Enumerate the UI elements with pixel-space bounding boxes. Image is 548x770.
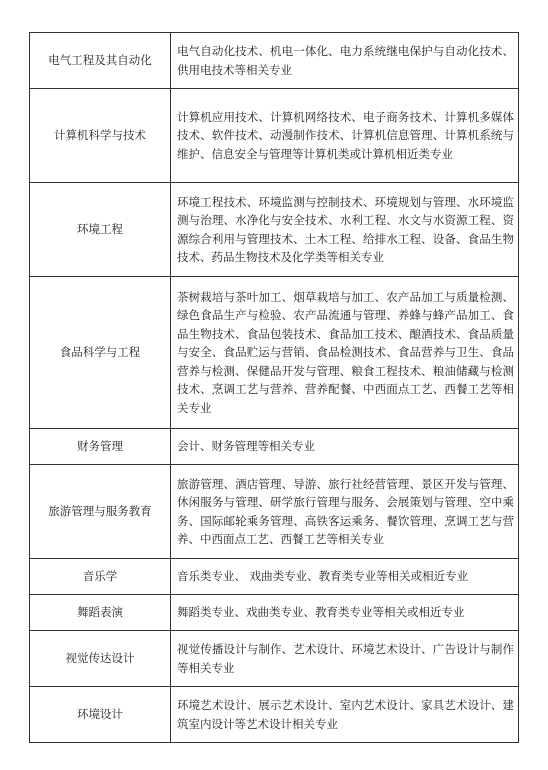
major-name-cell: 旅游管理与服务教育 xyxy=(30,465,171,559)
table-row xyxy=(30,277,519,429)
related-majors-cell: 计算机应用技术、计算机网络技术、电子商务技术、计算机多媒体技术、软件技术、动漫制作技术、计算机信息管理、计算机系统与维护、信息安全与管理等计算机类或计算机相近类专业 xyxy=(171,89,519,183)
related-majors-cell: 视觉传播设计与制作、艺术设计、环境艺术设计、广告设计与制作等相关专业 xyxy=(171,631,519,687)
table-row xyxy=(30,33,519,89)
related-majors-cell: 会计、财务管理等相关专业 xyxy=(171,429,519,465)
major-name-cell: 食品科学与工程 xyxy=(30,277,171,429)
major-name-cell: 音乐学 xyxy=(30,559,171,595)
related-majors-cell: 舞蹈类专业、戏曲类专业、教育类专业等相关或相近专业 xyxy=(171,595,519,631)
related-majors-cell: 音乐类专业、 戏曲类专业、教育类专业等相关或相近专业 xyxy=(171,559,519,595)
major-name-cell: 环境设计 xyxy=(30,687,171,743)
table-row xyxy=(30,687,519,743)
major-name-cell: 计算机科学与技术 xyxy=(30,89,171,183)
related-majors-cell: 茶树栽培与茶叶加工、烟草栽培与加工、农产品加工与质量检测、绿色食品生产与检验、农产品流通与管理、养蜂与蜂产品加工、食品生物技术、食品包装技术、食品加工技术、酿酒技术、食品质量与安全、食品贮运与营销、食品检测技术、食品营养与卫生、食品营养与检测、保健品开发与管理、粮食工程技术、粮油储藏与检测技术、烹调工艺与营养、营养配餐、中西面点工艺、西餐工艺等相关专业 xyxy=(171,277,519,429)
major-name-cell: 电气工程及其自动化 xyxy=(30,33,171,89)
major-name-cell: 视觉传达设计 xyxy=(30,631,171,687)
table-row xyxy=(30,89,519,183)
table-row xyxy=(30,429,519,465)
major-name-cell: 财务管理 xyxy=(30,429,171,465)
related-majors-cell: 电气自动化技术、机电一体化、电力系统继电保护与自动化技术、供用电技术等相关专业 xyxy=(171,33,519,89)
related-majors-cell: 环境工程技术、环境监测与控制技术、环境规划与管理、水环境监测与治理、水净化与安全技术、水利工程、水文与水资源工程、资源综合利用与管理技术、土木工程、给排水工程、设备、食品生物技术、药品生物技术及化学类等相关专业 xyxy=(171,183,519,277)
related-majors-cell: 环境艺术设计、展示艺术设计、室内艺术设计、家具艺术设计、建筑室内设计等艺术设计相关专业 xyxy=(171,687,519,743)
table-row xyxy=(30,465,519,559)
major-name-cell: 舞蹈表演 xyxy=(30,595,171,631)
table-row xyxy=(30,631,519,687)
major-table xyxy=(29,32,519,743)
table-row xyxy=(30,559,519,595)
related-majors-cell: 旅游管理、酒店管理、导游、旅行社经营管理、景区开发与管理、休闲服务与管理、研学旅行管理与服务、会展策划与管理、空中乘务、国际邮轮乘务管理、高铁客运乘务、餐饮管理、烹调工艺与营养、中西面点工艺、西餐工艺等相关专业 xyxy=(171,465,519,559)
table-row xyxy=(30,595,519,631)
table-row xyxy=(30,183,519,277)
major-name-cell: 环境工程 xyxy=(30,183,171,277)
